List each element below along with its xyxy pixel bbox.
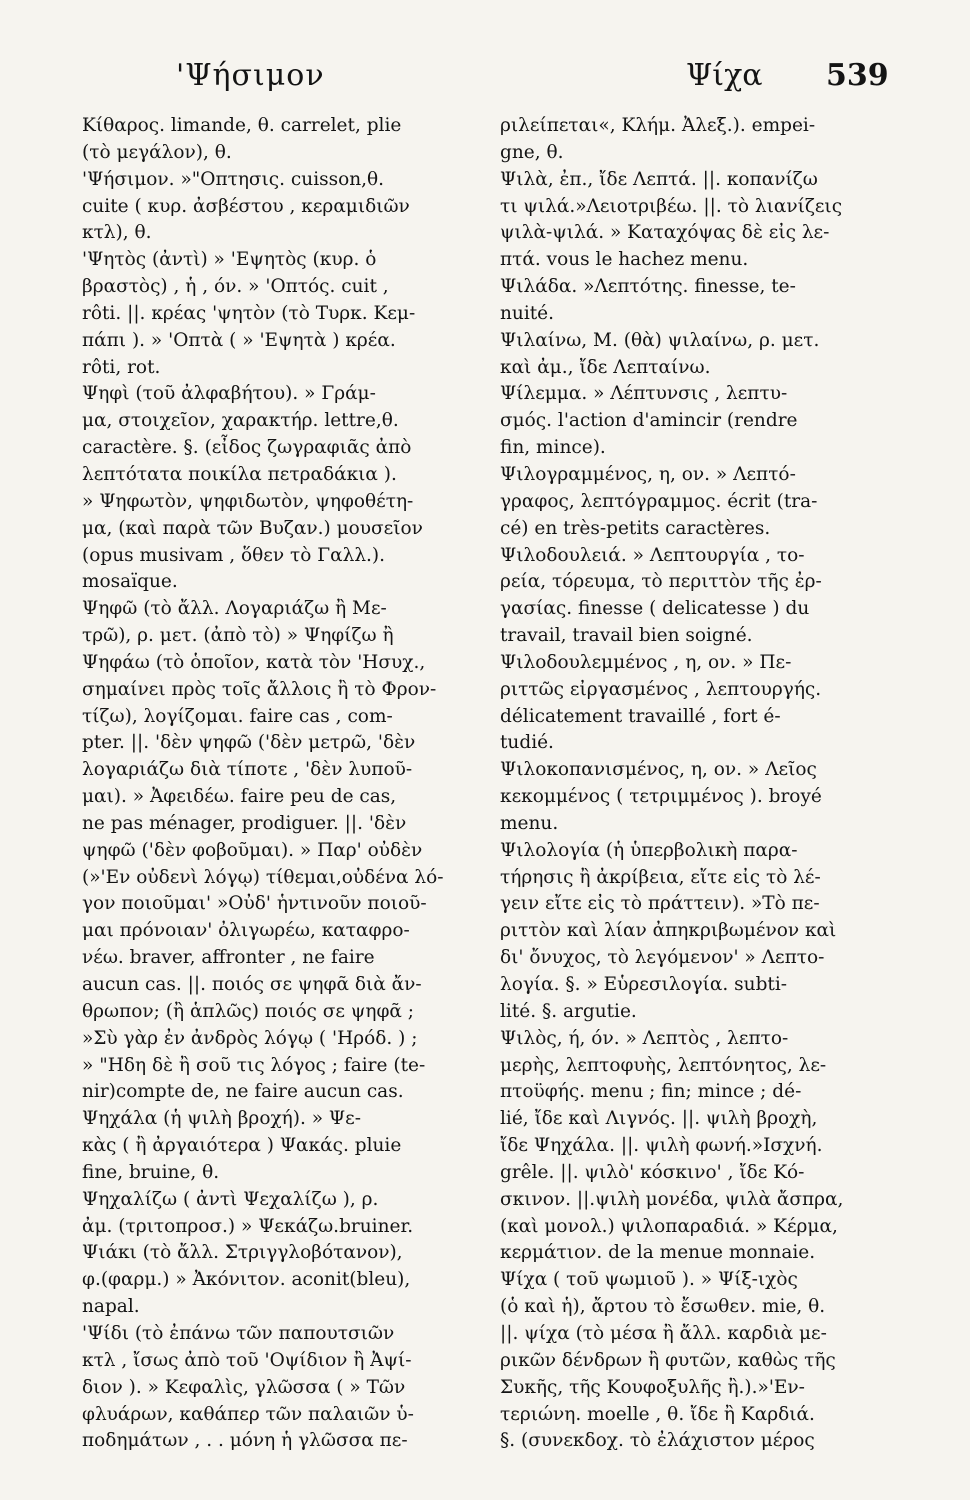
text-line: (καὶ μονολ.) ψιλοπαραδιά. » Κέρμα, xyxy=(500,1215,838,1237)
text-line: μερὴς, λεπτοφυὴς, λεπτόνητος, λε- xyxy=(500,1054,827,1076)
text-line: φ.(φαρμ.) » Ἀκόνιτον. aconit(bleu), xyxy=(82,1269,411,1291)
text-line: μα, στοιχεῖον, χαρακτήρ. lettre,θ. xyxy=(82,410,399,432)
text-line: Ψιλαίνω, Μ. (θὰ) ψιλαίνω, ρ. μετ. xyxy=(500,329,820,351)
text-line: κτλ , ἴσως ἀπὸ τοῦ 'Οψίδιον ἢ Ἀψί- xyxy=(82,1349,412,1371)
text-line: Συκῆς, τῆς Κουφοξυλῆς ἢ.).»'Εν- xyxy=(500,1376,805,1398)
text-line: (opus musivam , ὅθεν τὸ Γαλλ.). xyxy=(82,544,386,566)
text-line: νέω. braver, affronter , ne faire xyxy=(82,947,375,969)
text-line: καὶ ἀμ., ἴδε Λεπταίνω. xyxy=(500,356,711,378)
text-line: Κίθαρος. limande, θ. carrelet, plie xyxy=(82,115,402,136)
running-head-left: 'Ψήσιμον xyxy=(176,58,325,93)
text-line: ριττὸν καὶ λίαν ἀπηκριβωμένον καὶ xyxy=(500,920,837,942)
text-line: δι' ὄνυχος, τὸ λεγόμενον' » Λεπτο- xyxy=(500,947,825,969)
text-line: ||. ψίχα (τὸ μέσα ἢ ἄλλ. καρδιὰ με- xyxy=(500,1322,827,1344)
text-line: lité. §. argutie. xyxy=(500,1000,637,1022)
text-line: Ψηχάλα (ἡ ψιλὴ βροχή). » Ψε- xyxy=(82,1108,361,1130)
text-line: menu. xyxy=(500,812,559,834)
text-line: Ψίλεμμα. » Λέπτυνσις , λεπτυ- xyxy=(500,383,788,405)
text-line: fine, bruine, θ. xyxy=(82,1161,220,1183)
text-line: μα, (καὶ παρὰ τῶν Βυζαν.) μουσεῖον xyxy=(82,517,423,539)
text-line: caractère. §. (εἶδος ζωγραφιᾶς ἀπὸ xyxy=(82,437,412,459)
text-line: grêle. ||. ψιλὸ' κόσκινο' , ἴδε Κό- xyxy=(500,1161,805,1183)
text-line: φλυάρων, καθάπερ τῶν παλαιῶν ὑ- xyxy=(82,1403,414,1425)
text-line: cuite ( κυρ. ἀσβέστου , κεραμιδιῶν xyxy=(82,195,410,217)
text-line: σκινον. ||.ψιλὴ μονέδα, ψιλὰ ἄσπρα, xyxy=(500,1188,844,1210)
text-line: rôti, rot. xyxy=(82,356,161,378)
text-line: διον ). » Κεφαλὶς, γλῶσσα ( » Τῶν xyxy=(82,1376,406,1398)
text-line: ἀμ. (τριτοπροσ.) » Ψεκάζω.bruiner. xyxy=(82,1215,414,1237)
text-line: napal. xyxy=(82,1296,140,1318)
text-line: (τὸ μεγάλον), θ. xyxy=(82,141,232,163)
text-line: nir)compte de, ne faire aucun cas. xyxy=(82,1081,404,1103)
text-line: 'Ψητὸς (ἀντὶ) » 'Εψητὸς (κυρ. ὁ xyxy=(82,249,377,271)
text-line: τεριώνη. moelle , θ. ἴδε ἢ Καρδιά. xyxy=(500,1403,815,1425)
text-line: ρεία, τόρευμα, τὸ περιττὸν τῆς ἐρ- xyxy=(500,571,822,593)
text-line: κεκομμένος ( τετριμμένος ). broyé xyxy=(500,786,822,808)
text-line: mosaïque. xyxy=(82,571,178,593)
text-line: μαι πρόνοιαν' ὀλιγωρέω, καταφρο- xyxy=(82,920,410,942)
text-line: μαι). » Ἀφειδέω. faire peu de cas, xyxy=(82,786,397,808)
text-line: Ψιλὸς, ή, όν. » Λεπτὸς , λεπτο- xyxy=(500,1027,789,1049)
text-line: (»'Εν οὐδενὶ λόγῳ) τίθεμαι,οὐδένα λό- xyxy=(82,866,444,888)
text-line: ρικῶν δένδρων ἢ φυτῶν, καθὼς τῆς xyxy=(500,1349,836,1371)
text-line: γον ποιοῦμαι' »Οὐδ' ἡντινοῦν ποιοῦ- xyxy=(82,893,427,915)
text-line: »Σὺ γὰρ ἐν ἀνδρὸς λόγῳ ( 'Ηρόδ. ) ; xyxy=(82,1027,418,1049)
text-line: délicatement travaillé , fort é- xyxy=(500,705,781,727)
text-line: aucun cas. ||. ποιός σε ψηφᾶ διὰ ἄν- xyxy=(82,974,422,995)
right-column xyxy=(500,113,882,1455)
text-line: Ψιλοδουλεμμένος , η, ον. » Πε- xyxy=(500,651,792,673)
text-line: tudié. xyxy=(500,732,554,754)
text-line: §. (συνεκδοχ. τὸ ἐλάχιστον μέρος xyxy=(500,1430,815,1452)
text-line: λογία. §. » Εὑρεσιλογία. subti- xyxy=(500,974,788,995)
text-line: Ψιλοδουλειά. » Λεπτουργία , το- xyxy=(500,544,805,566)
text-line: Ψιλοκοπανισμένος, η, ον. » Λεῖος xyxy=(500,759,817,781)
text-line: Ψιλὰ, ἐπ., ἴδε Λεπτά. ||. κοπανίζω xyxy=(500,168,818,190)
text-line: κτλ), θ. xyxy=(82,222,152,244)
text-line: πτοϋφής. menu ; fin; mince ; dé- xyxy=(500,1081,802,1103)
page-header xyxy=(0,58,970,102)
text-line: nuité. xyxy=(500,302,555,324)
text-line: (ὁ καὶ ἡ), ἄρτου τὸ ἔσωθεν. mie, θ. xyxy=(500,1296,826,1318)
text-line: γασίας. finesse ( delicatesse ) du xyxy=(500,598,810,620)
text-line: κὰς ( ἢ ἀργαιότερα ) Ψακάς. pluie xyxy=(82,1135,402,1157)
text-line: λεπτότατα ποικίλα πετραδάκια ). xyxy=(82,463,397,485)
text-line: ψηφῶ ('δὲν φοβοῦμαι). » Παρ' οὐδὲν xyxy=(82,839,423,861)
text-line: Ψιάκι (τὸ ἄλλ. Στριγγλοβότανον), xyxy=(82,1242,403,1264)
text-line: θρωπον; (ἢ ἁπλῶς) ποιός σε ψηφᾶ ; xyxy=(82,1000,415,1022)
text-line: gne, θ. xyxy=(500,141,564,163)
running-head-right: Ψίχα xyxy=(686,58,763,93)
text-line: πάπι ). » 'Οπτὰ ( » 'Εψητὰ ) κρέα. xyxy=(82,329,396,351)
text-line: τι ψιλά.»Λειοτριβέω. ||. τὸ λιανίζεις xyxy=(500,195,843,217)
text-line: Ψιλάδα. »Λεπτότης. finesse, te- xyxy=(500,276,796,298)
text-line: » "Ηδη δὲ ἢ σοῦ τις λόγος ; faire (te- xyxy=(82,1054,426,1076)
text-line: cé) en très-petits caractères. xyxy=(500,517,771,539)
text-line: Ψιλογραμμένος, η, ον. » Λεπτό- xyxy=(500,463,796,485)
left-column xyxy=(82,113,464,1455)
text-line: lié, ἴδε καὶ Λιγνός. ||. ψιλὴ βροχὴ, xyxy=(500,1108,818,1130)
text-line: travail, travail bien soigné. xyxy=(500,625,753,647)
text-line: ψιλὰ-ψιλά. » Καταχόψας δὲ εἰς λε- xyxy=(500,222,830,244)
text-line: ριλείπεται«, Κλήμ. Ἀλεξ.). empei- xyxy=(500,115,816,136)
text-line: γραφος, λεπτόγραμμος. écrit (tra- xyxy=(500,490,818,512)
text-line: 'Ψήσιμον. »"Οπτησις. cuisson,θ. xyxy=(82,168,385,190)
text-line: rôti. ||. κρέας 'ψητὸν (τὸ Τυρκ. Κεμ- xyxy=(82,302,416,324)
text-line: pter. ||. 'δὲν ψηφῶ ('δὲν μετρῶ, 'δὲν xyxy=(82,732,416,754)
text-line: τρῶ), ρ. μετ. (ἀπὸ τὸ) » Ψηφίζω ἢ xyxy=(82,625,394,647)
text-line: 'Ψίδι (τὸ ἐπάνω τῶν παπουτσιῶν xyxy=(82,1322,395,1344)
text-line: Ψηφάω (τὸ ὁποῖον, κατὰ τὸν 'Ησυχ., xyxy=(82,651,426,673)
text-line: ἴδε Ψηχάλα. ||. ψιλὴ φωνή.»Ισχνή. xyxy=(500,1135,823,1157)
text-line: ριττῶς εἰργασμένος , λεπτουργής. xyxy=(500,678,822,700)
text-line: πτά. vous le hachez menu. xyxy=(500,249,749,271)
text-line: Ψηχαλίζω ( ἀντὶ Ψεχαλίζω ), ρ. xyxy=(82,1188,379,1210)
text-line: σμός. l'action d'amincir (rendre xyxy=(500,410,798,432)
text-line: τήρησις ἢ ἀκρίβεια, εἴτε εἰς τὸ λέ- xyxy=(500,866,821,888)
page-number: 539 xyxy=(826,58,889,93)
text-line: σημαίνει πρὸς τοῖς ἄλλοις ἢ τὸ Φρον- xyxy=(82,678,437,700)
text-line: Ψίχα ( τοῦ ψωμιοῦ ). » Ψίξ-ιχὸς xyxy=(500,1269,798,1291)
text-line: γειν εἴτε εἰς τὸ πράττειν). »Τὸ πε- xyxy=(500,893,820,915)
text-line: Ψιλολογία (ἡ ὑπερβολικὴ παρα- xyxy=(500,839,798,861)
text-line: ποδημάτων , . . μόνη ἡ γλῶσσα πε- xyxy=(82,1430,408,1452)
text-line: βραστὸς) , ἡ , όν. » 'Οπτός. cuit , xyxy=(82,276,389,298)
text-line: ne pas ménager, prodiguer. ||. 'δὲν xyxy=(82,812,407,834)
text-line: » Ψηφωτὸν, ψηφιδωτὸν, ψηφοθέτη- xyxy=(82,490,414,512)
text-line: Ψηφῶ (τὸ ἄλλ. Λογαριάζω ἢ Με- xyxy=(82,598,387,620)
text-line: Ψηφὶ (τοῦ ἀλφαβήτου). » Γράμ- xyxy=(82,383,376,405)
text-line: τίζω), λογίζομαι. faire cas , com- xyxy=(82,705,393,727)
text-line: fin, mince). xyxy=(500,437,606,459)
text-line: λογαριάζω διὰ τίποτε , 'δὲν λυποῦ- xyxy=(82,759,413,781)
text-line: κερμάτιον. de la menue monnaie. xyxy=(500,1242,816,1264)
